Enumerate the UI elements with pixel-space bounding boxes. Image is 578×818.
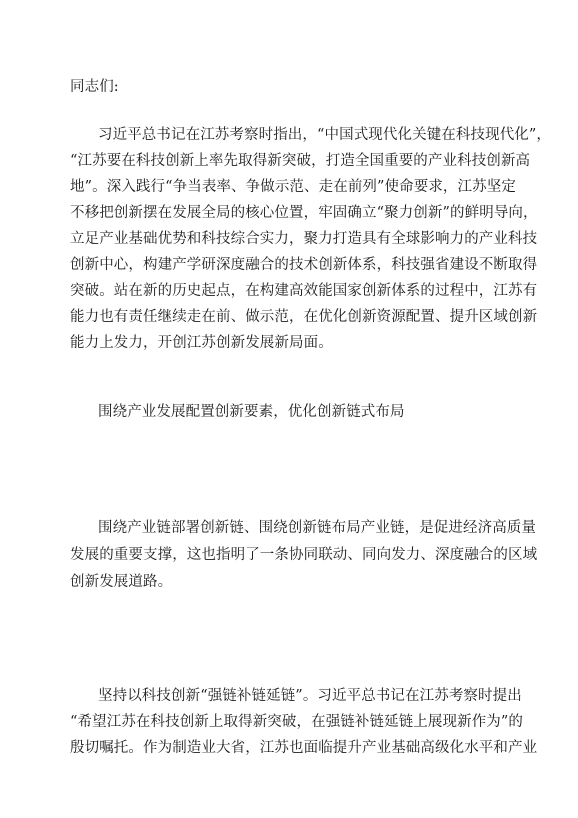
paragraph-line: 坚持以科技创新“强链补链延链”。习近平总书记在江苏考察时提出 — [98, 688, 522, 704]
paragraph-line: 殷切嘱托。作为制造业大省，江苏也面临提升产业基础高级化水平和产业 — [70, 740, 538, 756]
paragraph-line: “江苏要在科技创新上率先取得新突破，打造全国重要的产业科技创新高 — [70, 153, 531, 169]
paragraph-line: 习近平总书记在江苏考察时指出，“中国式现代化关键在科技现代化”， — [98, 127, 552, 143]
paragraph-line: 围绕产业链部署创新链、围绕创新链布局产业链，是促进经济高质量 — [98, 520, 536, 536]
paragraph-line: 创新中心，构建产学研深度融合的技术创新体系，科技强省建设不断取得 — [70, 257, 538, 273]
paragraph-line: 能力上发力，开创江苏创新发展新局面。 — [70, 335, 333, 351]
salutation: 同志们: — [70, 79, 119, 95]
paragraph-line: 突破。站在新的历史起点，在构建高效能国家创新体系的过程中，江苏有 — [70, 283, 538, 299]
paragraph-line: 立足产业基础优势和科技综合实力，聚力打造具有全球影响力的产业科技 — [70, 231, 538, 247]
paragraph-line: “希望江苏在科技创新上取得新突破，在强链补链延链上展现新作为”的 — [70, 714, 524, 730]
paragraph-line: 能力也有责任继续走在前、做示范，在优化创新资源配置、提升区域创新 — [70, 309, 538, 325]
paragraph-line: 地”。深入践行“争当表率、争做示范、走在前列”使命要求，江苏坚定 — [70, 179, 516, 195]
paragraph-line: 不移把创新摆在发展全局的核心位置，牢固确立“聚力创新”的鲜明导向， — [70, 205, 538, 221]
section-heading: 围绕产业发展配置创新要素，优化创新链式布局 — [98, 404, 405, 420]
paragraph-line: 创新发展道路。 — [70, 574, 173, 590]
paragraph-line: 发展的重要支撑，这也指明了一条协同联动、同向发力、深度融合的区域 — [70, 547, 538, 563]
